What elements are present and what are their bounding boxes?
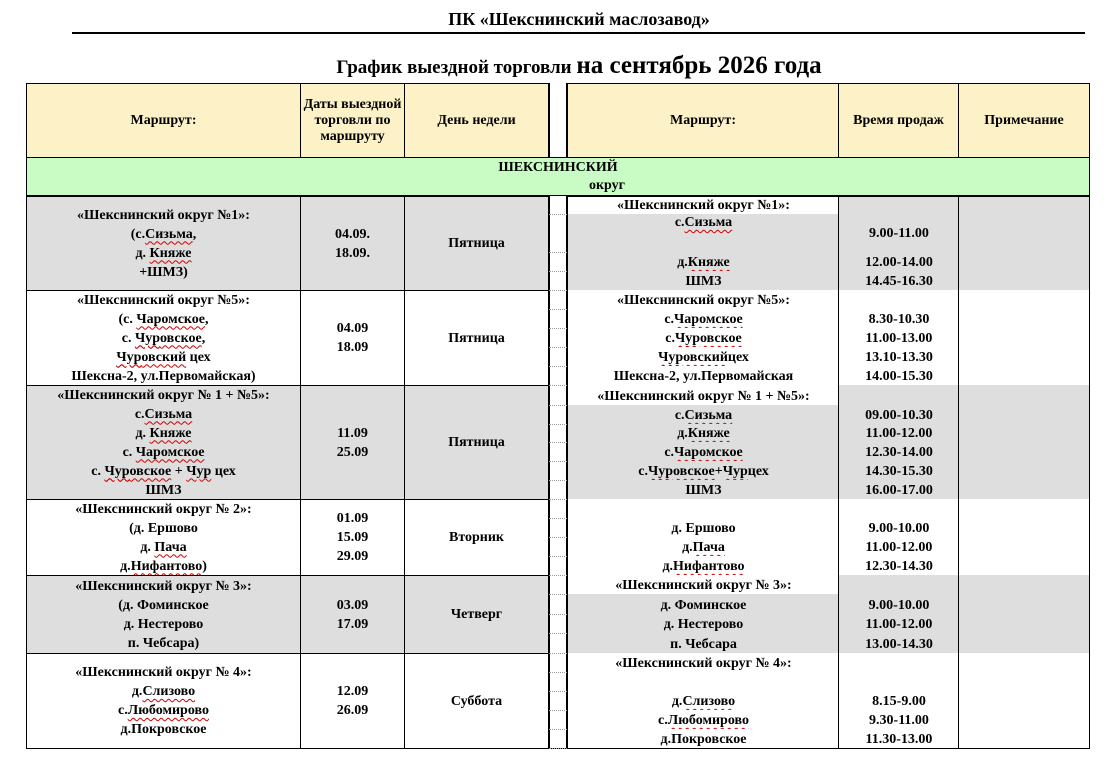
- spacer-gridline: [549, 614, 567, 615]
- page-title: [0, 52, 1111, 80]
- cell-line: «Шекснинский округ №1»:: [77, 207, 250, 223]
- spacer-gridline: [549, 672, 567, 673]
- cell-line: +ШМЗ): [139, 264, 188, 280]
- cell-line: 17.09: [336, 616, 369, 632]
- note-cell: [958, 385, 1090, 406]
- cell-line: Шексна-2, ул.Первомайская): [71, 368, 256, 384]
- time-cell: 8.15-9.00: [838, 691, 959, 711]
- stop-cell: «Шекснинский округ №1»:: [567, 196, 839, 215]
- time-cell: 8.30-10.30: [838, 309, 959, 329]
- cell-line: «Шекснинский округ № 3»:: [75, 578, 252, 594]
- cell-line: 04.09.: [335, 226, 370, 242]
- stop-cell: ШМЗ: [567, 480, 839, 500]
- cell-line: 29.09: [336, 549, 369, 564]
- cell-line: с.Любомирово: [118, 703, 209, 718]
- note-cell: [958, 290, 1090, 310]
- cell-line: «Шекснинский округ № 4»:: [75, 665, 252, 680]
- cell-line: (с.Сизьма,: [130, 226, 197, 242]
- spacer-gridline: [549, 424, 567, 425]
- time-cell: 9.00-10.00: [838, 518, 959, 538]
- dates-cell: [300, 499, 405, 576]
- spacer-gridline: [549, 556, 567, 557]
- cell-line: д. Нестерово: [123, 616, 204, 632]
- column-header-note: Примечание: [958, 83, 1090, 158]
- note-cell: [958, 710, 1090, 730]
- stop-cell: д.Покровское: [567, 729, 839, 749]
- time-cell: [838, 653, 959, 673]
- time-cell: [838, 672, 959, 692]
- note-cell: [958, 347, 1090, 367]
- note-cell: [958, 309, 1090, 329]
- time-cell: 9.00-11.00: [838, 214, 959, 253]
- stop-cell: с. Чаромское: [567, 309, 839, 329]
- spacer-gridline: [549, 252, 567, 253]
- spacer-gridline: [549, 347, 567, 348]
- cell-line: п. Чебсара): [127, 635, 200, 651]
- cell-line: д. Княже: [135, 425, 192, 441]
- spacer-gridline: [549, 594, 567, 595]
- weekday-cell: Пятница: [404, 290, 549, 386]
- time-cell: 13.00-14.30: [838, 633, 959, 654]
- stop-cell: д. Нифантово: [567, 556, 839, 576]
- cell-line: (д. Ершово: [129, 520, 198, 536]
- note-cell: [958, 214, 1090, 253]
- note-cell: [958, 614, 1090, 634]
- column-header-weekday: День недели: [404, 83, 549, 158]
- cell-line: «Шекснинский округ №5»:: [77, 292, 250, 308]
- note-cell: [958, 328, 1090, 348]
- time-cell: 11.00-12.00: [838, 614, 959, 634]
- weekday-cell: Четверг: [404, 575, 549, 654]
- cell-line: (с. Чаромское,: [118, 311, 209, 327]
- spacer-gridline: [549, 499, 567, 500]
- spacer-gridline: [549, 290, 567, 291]
- spacer-gridline: [549, 653, 567, 654]
- dates-cell: [300, 575, 405, 654]
- column-spacer: [549, 83, 567, 158]
- spacer-gridline: [549, 309, 567, 310]
- cell-line: «Шекснинский округ № 2»:: [75, 501, 252, 517]
- spacer-gridline: [549, 748, 567, 749]
- cell-line: д.Нифантово): [120, 558, 207, 574]
- header-rule: [72, 32, 1085, 34]
- time-cell: 9.30-11.00: [838, 710, 959, 730]
- time-cell: 11.00-12.00: [838, 537, 959, 557]
- stop-cell: [567, 672, 839, 692]
- stop-cell: «Шекснинский округ № 3»:: [567, 575, 839, 595]
- time-cell: 12.30-14.30: [838, 556, 959, 576]
- stop-cell: с. Любомирово: [567, 710, 839, 730]
- note-cell: [958, 480, 1090, 500]
- weekday-cell: Пятница: [404, 196, 549, 291]
- note-cell: [958, 271, 1090, 291]
- note-cell: [958, 672, 1090, 692]
- note-cell: [958, 442, 1090, 462]
- time-cell: [838, 499, 959, 519]
- stop-cell: с. Чаромское: [567, 442, 839, 462]
- time-cell: [838, 575, 959, 595]
- cell-line: Чуровский цех: [116, 349, 211, 365]
- time-cell: 11.00-13.00: [838, 328, 959, 348]
- spacer-gridline: [549, 366, 567, 367]
- time-cell: 14.45-16.30: [838, 271, 959, 291]
- cell-line: 25.09: [336, 444, 369, 460]
- dates-cell: [300, 385, 405, 500]
- cell-line: 11.09: [337, 425, 368, 441]
- cell-line: д.Покровское: [120, 722, 207, 737]
- route-cell: [26, 499, 301, 576]
- stop-cell: с. Сизьма: [567, 405, 839, 425]
- cell-line: 15.09: [336, 530, 369, 545]
- stop-cell: Шексна-2, ул.Первомайская: [567, 366, 839, 386]
- spacer-gridline: [549, 480, 567, 481]
- stop-cell: с. Чуровское: [567, 328, 839, 348]
- time-cell: [838, 290, 959, 310]
- spacer-gridline: [549, 214, 567, 215]
- spacer-gridline: [549, 442, 567, 443]
- dates-cell: [300, 290, 405, 386]
- stop-cell: с. Сизьма: [567, 214, 839, 253]
- time-cell: 9.00-10.00: [838, 594, 959, 615]
- stop-cell: ШМЗ: [567, 271, 839, 291]
- column-spacer-body: [549, 196, 567, 749]
- time-cell: [838, 385, 959, 406]
- stop-cell: п. Чебсара: [567, 633, 839, 654]
- note-cell: [958, 556, 1090, 576]
- cell-line: 03.09: [336, 597, 369, 613]
- note-cell: [958, 633, 1090, 654]
- note-cell: [958, 518, 1090, 538]
- spacer-gridline: [549, 461, 567, 462]
- time-cell: 09.00-10.30: [838, 405, 959, 425]
- organization-name: ПК «Шекснинский маслозавод»: [448, 9, 710, 29]
- note-cell: [958, 499, 1090, 519]
- note-cell: [958, 691, 1090, 711]
- cell-line: 26.09: [336, 703, 369, 718]
- cell-line: д. Пача: [140, 539, 187, 555]
- stop-cell: [567, 499, 839, 519]
- spacer-gridline: [549, 271, 567, 272]
- stop-cell: Чуровский цех: [567, 347, 839, 367]
- note-cell: [958, 405, 1090, 425]
- note-cell: [958, 537, 1090, 557]
- stop-cell: «Шекснинский округ № 1 + №5»:: [567, 385, 839, 406]
- time-cell: 13.10-13.30: [838, 347, 959, 367]
- time-cell: 11.30-13.00: [838, 729, 959, 749]
- column-header-route: Маршрут:: [26, 83, 301, 158]
- stop-cell: д. Фоминское: [567, 594, 839, 615]
- time-cell: 12.00-14.00: [838, 252, 959, 272]
- spacer-gridline: [549, 405, 567, 406]
- stop-cell: д. Пача: [567, 537, 839, 557]
- cell-line: ШМЗ: [145, 482, 182, 498]
- note-cell: [958, 729, 1090, 749]
- weekday-cell: Вторник: [404, 499, 549, 576]
- time-cell: 16.00-17.00: [838, 480, 959, 500]
- route-cell: [26, 653, 301, 749]
- note-cell: [958, 575, 1090, 595]
- column-header-time: Время продаж: [838, 83, 959, 158]
- dates-cell: [300, 196, 405, 291]
- note-cell: [958, 424, 1090, 443]
- column-header-route2: Маршрут:: [567, 83, 839, 158]
- title-period: на сентябрь 2026 года: [576, 52, 822, 79]
- stop-cell: «Шекснинский округ №5»:: [567, 290, 839, 310]
- note-cell: [958, 252, 1090, 272]
- stop-cell: д. Нестерово: [567, 614, 839, 634]
- time-cell: 14.00-15.30: [838, 366, 959, 386]
- district-band: [26, 157, 1090, 196]
- cell-line: 04.09: [336, 321, 369, 336]
- cell-line: «Шекснинский округ № 1 + №5»:: [57, 387, 270, 403]
- stop-cell: с. Чуровское + Чур цех: [567, 461, 839, 481]
- route-cell: [26, 290, 301, 386]
- spacer-gridline: [549, 575, 567, 576]
- cell-line: 12.09: [336, 684, 369, 699]
- cell-line: 18.09.: [335, 245, 370, 261]
- spacer-gridline: [549, 633, 567, 634]
- note-cell: [958, 461, 1090, 481]
- route-cell: [26, 385, 301, 500]
- note-cell: [958, 594, 1090, 615]
- spacer-gridline: [549, 729, 567, 730]
- spacer-gridline: [549, 710, 567, 711]
- route-cell: [26, 575, 301, 654]
- spacer-gridline: [549, 518, 567, 519]
- note-cell: [958, 196, 1090, 215]
- dates-cell: [300, 653, 405, 749]
- stop-cell: д. Ершово: [567, 518, 839, 538]
- cell-line: с.Сизьма: [134, 406, 193, 422]
- weekday-cell: Пятница: [404, 385, 549, 500]
- spacer-gridline: [549, 328, 567, 329]
- stop-cell: «Шекснинский округ № 4»:: [567, 653, 839, 673]
- cell-line: д. Княже: [135, 245, 192, 261]
- spacer-gridline: [549, 385, 567, 386]
- cell-line: с. Чуровское + Чур цех: [91, 463, 236, 479]
- spacer-gridline: [549, 537, 567, 538]
- stop-cell: д. Княже: [567, 252, 839, 272]
- district-subtitle: округ: [588, 177, 626, 193]
- weekday-cell: Суббота: [404, 653, 549, 749]
- time-cell: 14.30-15.30: [838, 461, 959, 481]
- cell-line: д.Слизово: [131, 684, 196, 699]
- district-name: ШЕКСНИНСКИЙ: [498, 159, 618, 175]
- note-cell: [958, 653, 1090, 673]
- column-header-dates: Даты выездной торговли по маршруту: [300, 83, 405, 158]
- stop-cell: д. Слизово: [567, 691, 839, 711]
- cell-line: 18.09: [336, 340, 369, 355]
- time-cell: [838, 196, 959, 215]
- spacer-gridline: [549, 691, 567, 692]
- route-cell: [26, 196, 301, 291]
- note-cell: [958, 366, 1090, 386]
- cell-line: с. Чаромское: [122, 444, 205, 460]
- cell-line: (д. Фоминское: [118, 597, 209, 613]
- time-cell: 11.00-12.00: [838, 424, 959, 443]
- stop-cell: д. Княже: [567, 424, 839, 443]
- cell-line: 01.09: [336, 511, 369, 526]
- cell-line: с. Чуровское,: [121, 330, 206, 346]
- title-prefix: График выездной торговли: [336, 57, 577, 78]
- time-cell: 12.30-14.00: [838, 442, 959, 462]
